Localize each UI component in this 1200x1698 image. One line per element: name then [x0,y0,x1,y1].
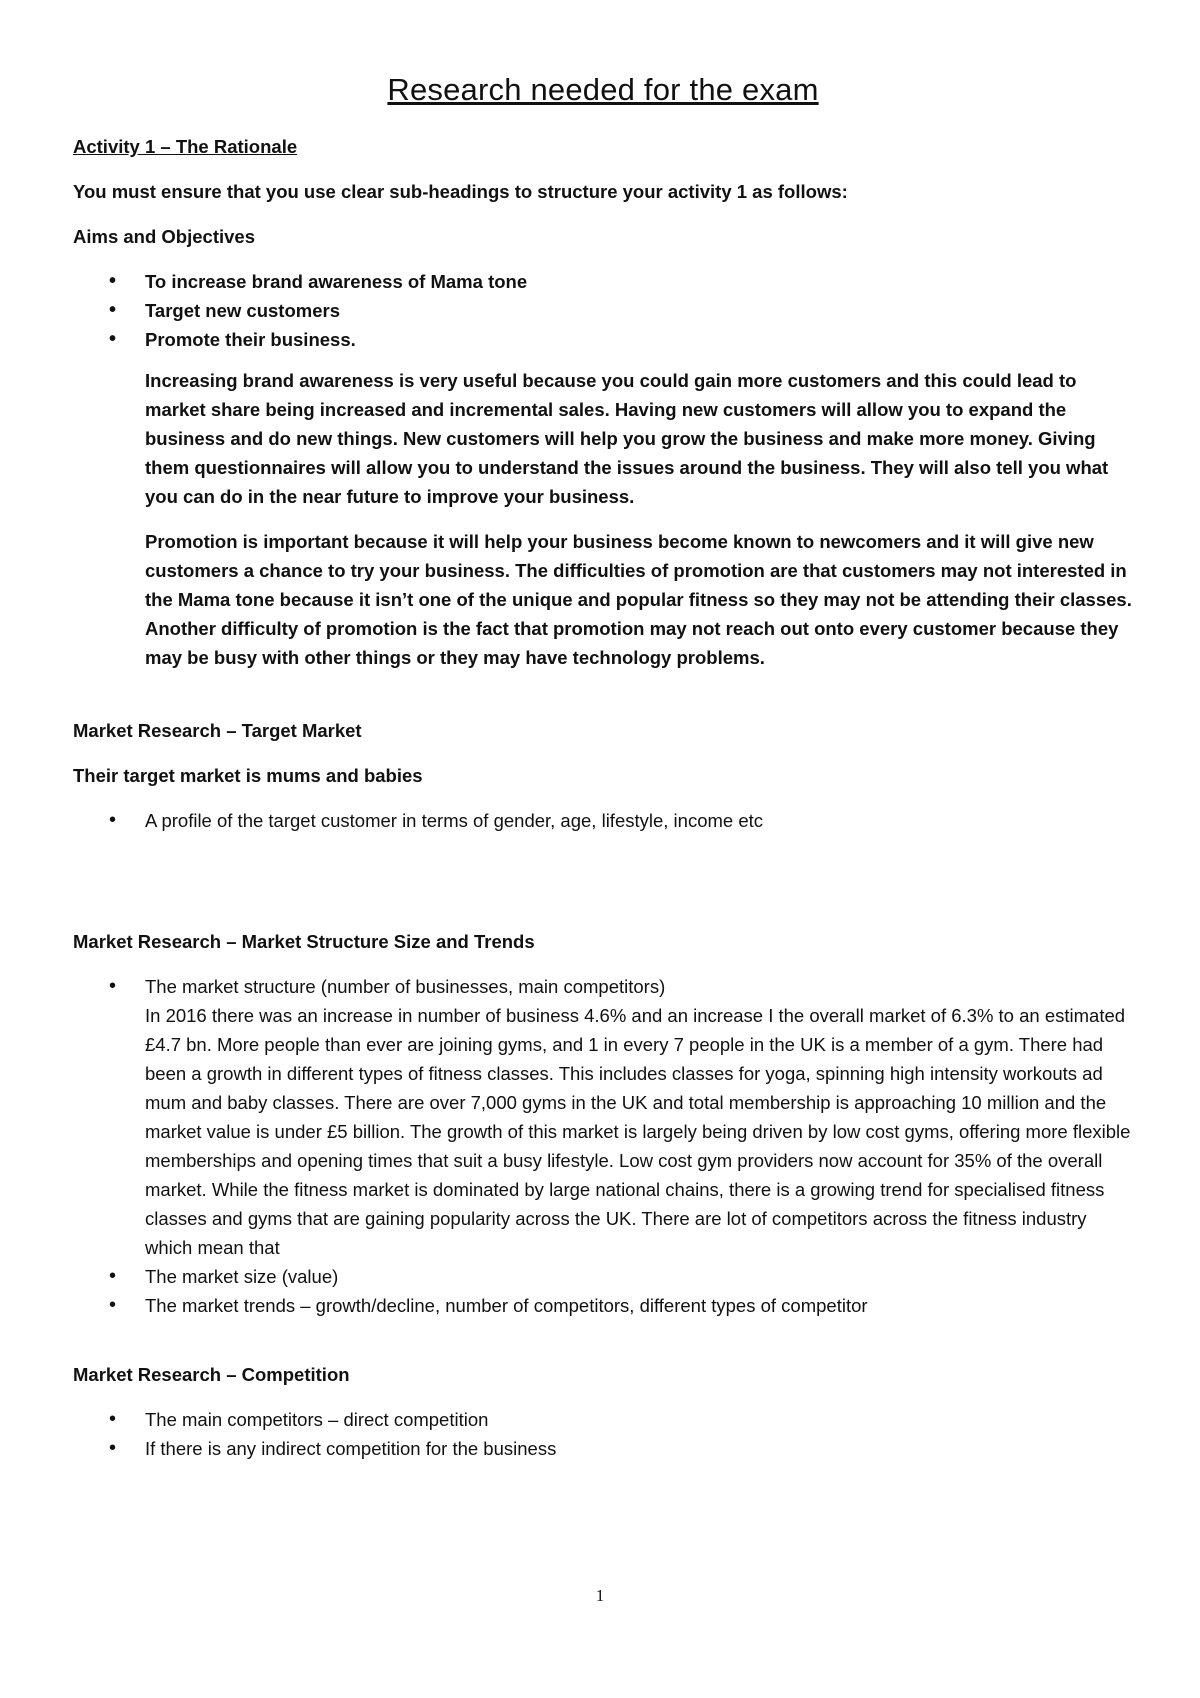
instruction-text: You must ensure that you use clear sub-headings to structure your activity 1 as follows: [73,181,848,202]
aims-list [73,267,1133,354]
page-number: 1 [595,1586,605,1605]
list-item: • To increase brand awareness of Mama tone [73,267,1133,296]
aims-paragraph-2: Promotion is important because it will help your business become known to newcomers and it will give new customers a chance to try your business. The difficulties of promotion are that customers may not interested in the Mama tone because it isn’t one of the unique and popular fitness so they may not be attending their classes. Another difficulty of promotion is the fact that promotion may not reach out onto every customer because they may be busy with other things or they may have technology problems. [145,531,1132,668]
list-item: • A profile of the target customer in terms of gender, age, lifestyle, income etc [73,806,1133,835]
target-market-list [73,806,1133,835]
aims-paragraph-1: Increasing brand awareness is very useful because you could gain more customers and this could lead to market share being increased and incremental sales. Having new customers will allow you to expand the business and do new things. New customers will help you grow the business and make more money. Giving them questionnaires will allow you to understand the issues around the business. They will also tell you what you can do in the near future to improve your business. [145,370,1109,507]
target-market-heading: Market Research – Target Market [73,720,362,741]
competition-heading: Market Research – Competition [73,1364,350,1385]
list-item: • Promote their business. [73,325,1133,354]
document-page [73,72,1133,1475]
list-item: • The market size (value) [73,1262,1133,1291]
aims-heading: Aims and Objectives [73,226,255,247]
list-item: • The main competitors – direct competition [73,1405,1133,1434]
market-structure-list [73,972,1133,1320]
market-structure-heading: Market Research – Market Structure Size and Trends [73,931,535,952]
target-market-subheading: Their target market is mums and babies [73,765,423,786]
competition-list [73,1405,1133,1463]
list-item [73,972,1133,1262]
market-structure-detail: In 2016 there was an increase in number of business 4.6% and an increase I the overall market of 6.3% to an estimated £4.7 bn. More people than ever are joining gyms, and 1 in every 7 people in the UK is a member of a gym. There had been a growth in different types of fitness classes. This includes classes for yoga, spinning high intensity workouts ad mum and baby classes. There are over 7,000 gyms in the UK and total membership is approaching 10 million and the market value is under £5 billion. The growth of this market is largely being driven by low cost gyms, offering more flexible memberships and opening times that suit a busy lifestyle. Low cost gym providers now account for 35% of the overall market. While the fitness market is dominated by large national chains, there is a growing trend for specialised fitness classes and gyms that are gaining popularity across the UK. There are lot of competitors across the fitness industry which mean that [145,1005,1131,1258]
list-item: • Target new customers [73,296,1133,325]
market-structure-item: The market structure (number of businesses, main competitors) [145,976,666,997]
list-item: • If there is any indirect competition for the business [73,1434,1133,1463]
activity-heading: Activity 1 – The Rationale [73,136,298,157]
document-title: Research needed for the exam [387,72,819,107]
list-item: • The market trends – growth/decline, number of competitors, different types of competitor [73,1291,1133,1320]
